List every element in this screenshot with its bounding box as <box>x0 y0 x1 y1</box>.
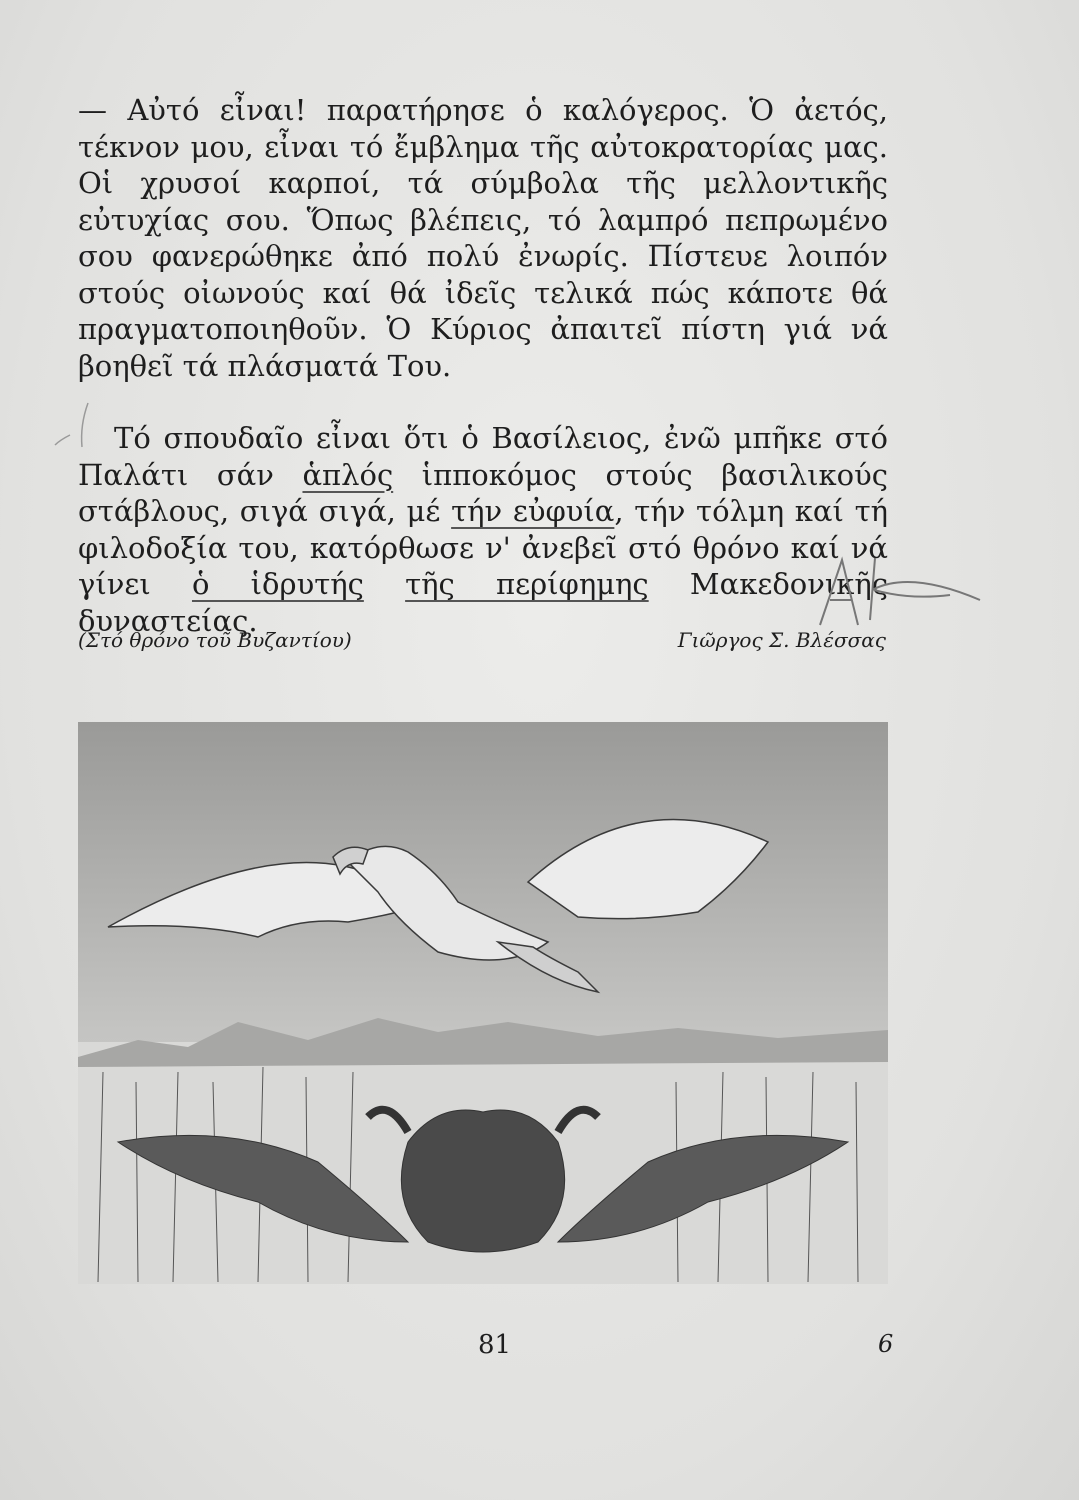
underlined-phrase: τήν εὐφυία <box>451 494 615 528</box>
page-number: 81 <box>478 1330 512 1360</box>
text-run: ἱπποκόμος στούς βασιλικούς στάβλους, σιγά σιγά, μέ <box>78 457 888 528</box>
text-run: Τό σπουδαῖο εἶναι ὅτι ὁ Βασίλειος, ἐνῶ μπῆκε στό Παλάτι σάν <box>78 421 888 492</box>
source-citation: (Στό θρόνο τοῦ Βυζαντίου) <box>78 628 352 652</box>
underlined-word: ἁπλός <box>302 457 394 492</box>
paragraph-1 <box>78 92 888 384</box>
pencil-tick-mark <box>40 395 100 455</box>
eagle-illustration <box>78 722 888 1284</box>
author-name: Γιῶργος Σ. Βλέσσας <box>677 628 886 652</box>
signature-mark: 6 <box>878 1330 894 1358</box>
underlined-phrase: τῆς περίφημης <box>405 567 649 601</box>
text-run: Μακεδονικῆς δυναστείας. <box>78 567 889 638</box>
text-run: , τήν τόλμη καί τή φιλοδοξία του, κατόρθωσε ν' ἀνεβεῖ στό θρόνο καί νά γίνει <box>78 494 888 601</box>
text-run <box>364 567 405 601</box>
underlined-phrase: ὁ ἱδρυτής <box>191 567 364 601</box>
paragraph-1-text: — Αὐτό εἶναι! παρατήρησε ὁ καλόγερος. Ὁ ἀετός, τέκνον μου, εἶναι τό ἔμβλημα τῆς αὐτοκρατορίας μας. Οἱ χρυσοί καρποί, τά σύμβολα τῆς μελλοντικῆς εὐτυχίας σου. Ὅπως βλέπεις, τό λαμπρό πεπρωμένο σου φανερώθηκε ἀπό πολύ ἐνωρίς. Πίστευε λοιπόν στούς οἰωνούς καί θά ἰδεῖς τελικά πώς κάποτε θά πραγματοποιηθοῦν. Ὁ Κύριος ἀπαιτεῖ πίστη γιά νά βοηθεῖ τά πλάσματά Του. <box>78 93 888 383</box>
paragraph-2-text <box>78 420 888 639</box>
paragraph-2 <box>78 420 888 639</box>
